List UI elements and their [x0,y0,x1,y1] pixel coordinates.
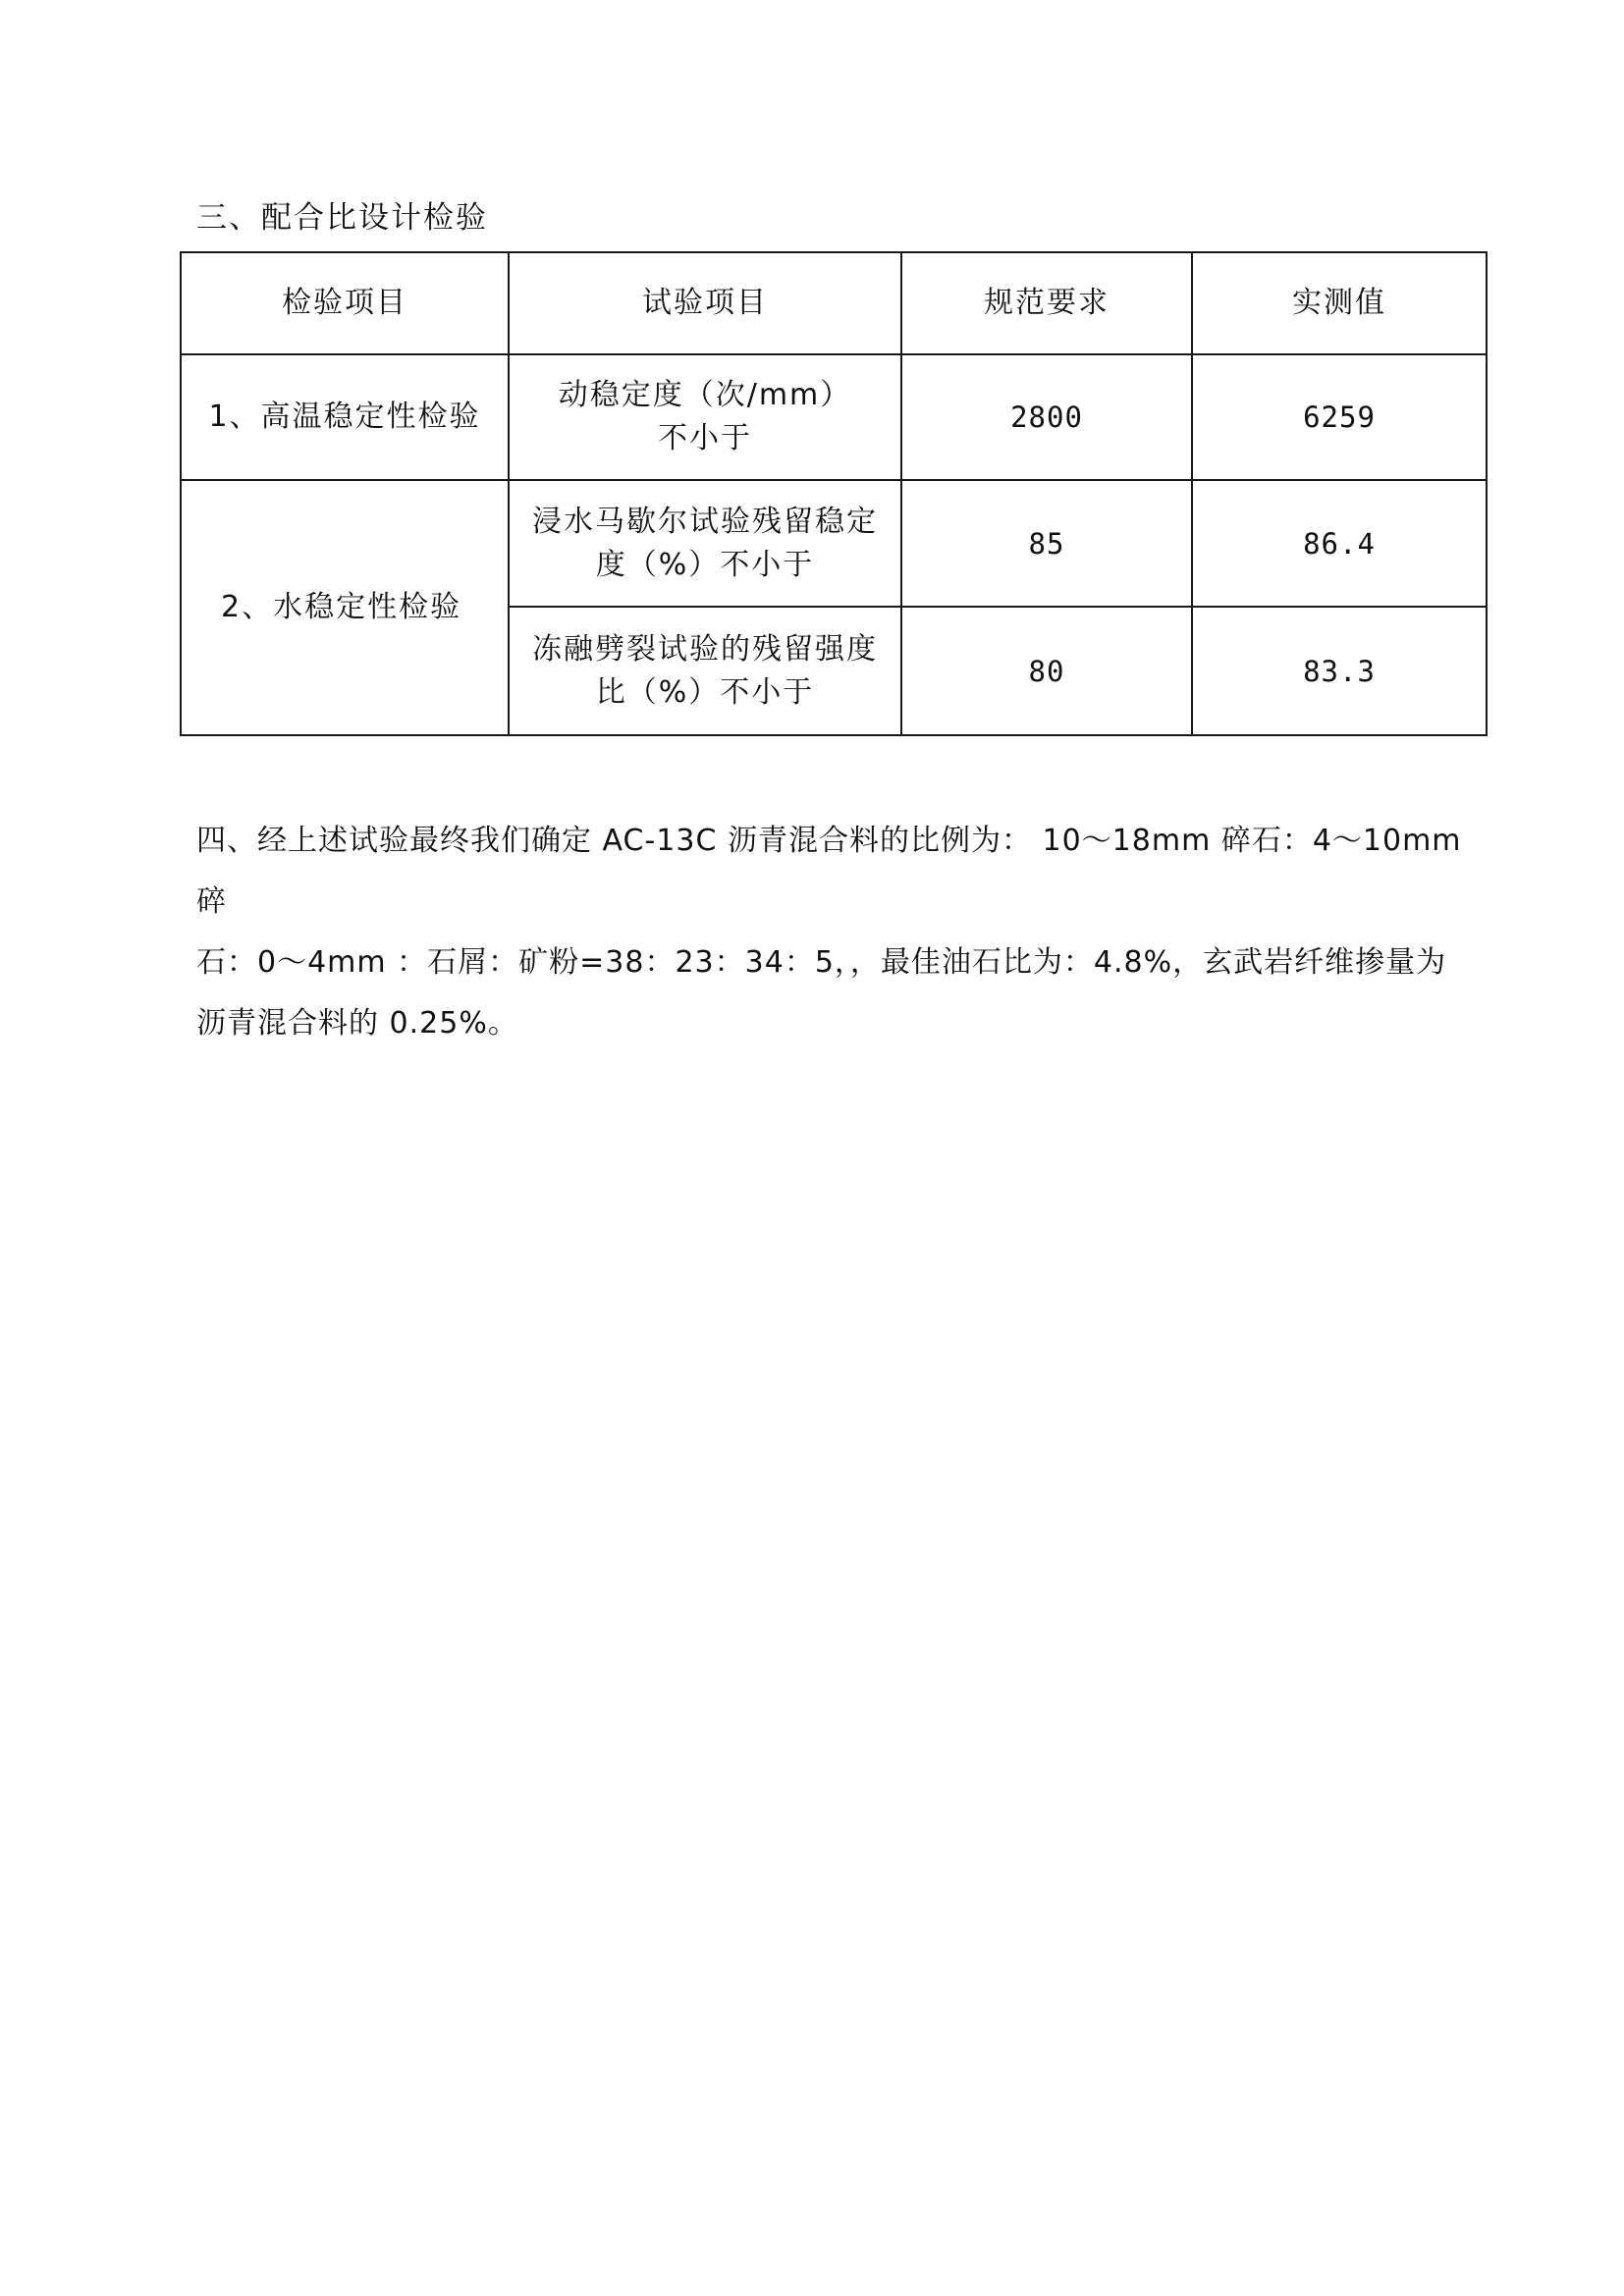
header-spec-requirement: 规范要求 [901,252,1192,354]
table-row [181,480,1487,607]
header-inspection-item: 检验项目 [181,252,509,354]
conclusion-paragraph: 四、经上述试验最终我们确定 AC-13C 沥青混合料的比例为： 10～18mm 碎石：4～10mm 碎 石：0～4mm ：石屑：矿粉=38：23：34：5，，最佳油石比为：4.8%，玄武岩纤维掺量为 沥青混合料的 0.25%。 [196,824,1462,1041]
category-cell: 1、高温稳定性检验 [181,354,509,480]
requirement-cell: 85 [901,480,1192,607]
header-measured-value: 实测值 [1192,252,1487,354]
test-item-cell: 动稳定度（次/mm） 不小于 [509,354,901,480]
measured-cell: 86.4 [1192,480,1487,607]
requirement-cell: 2800 [901,354,1192,480]
section-heading: 三、配合比设计检验 [196,200,488,236]
header-test-item: 试验项目 [509,252,901,354]
table-row [181,354,1487,480]
requirement-cell: 80 [901,607,1192,735]
measured-cell: 6259 [1192,354,1487,480]
table-header-row [181,252,1487,354]
category-cell: 2、水稳定性检验 [181,480,509,735]
test-item-cell: 冻融劈裂试验的残留强度 比（%）不小于 [509,607,901,735]
measured-cell: 83.3 [1192,607,1487,735]
test-item-cell: 浸水马歇尔试验残留稳定 度（%）不小于 [509,480,901,607]
mix-design-check-table [180,251,1488,736]
